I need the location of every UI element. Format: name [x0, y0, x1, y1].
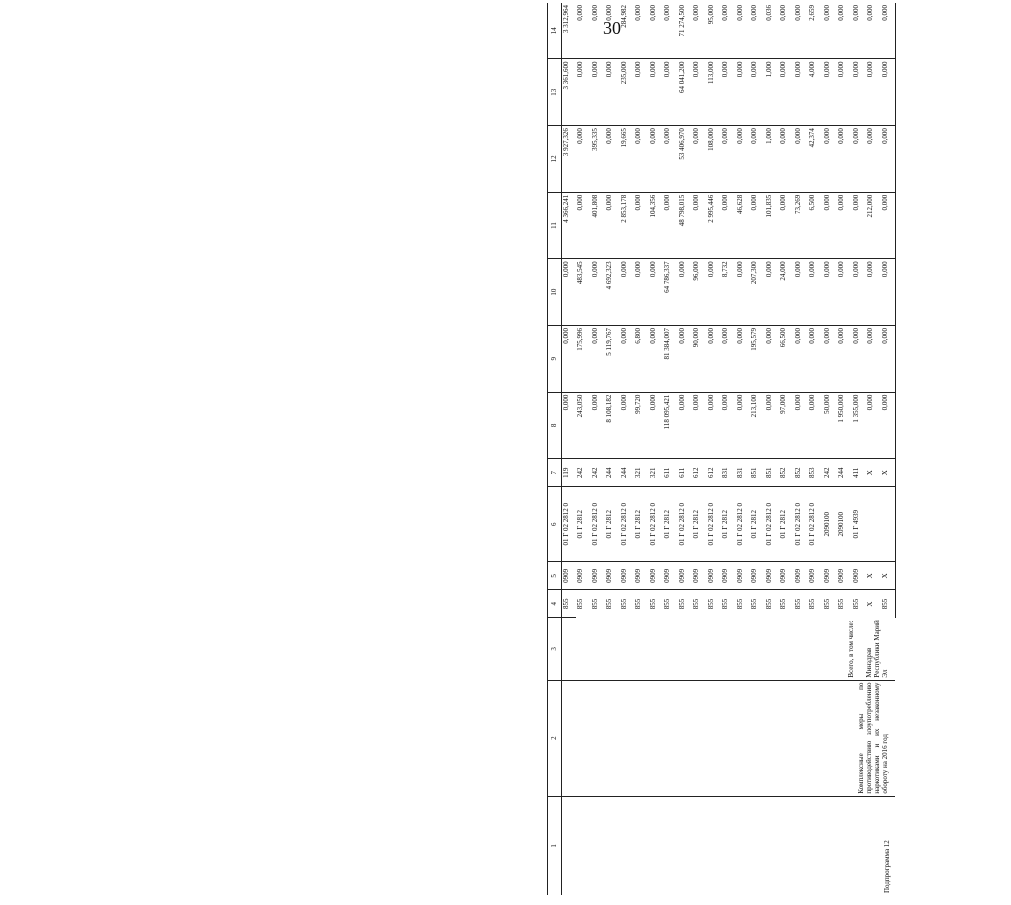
table-cell: 175,996: [576, 325, 591, 392]
table-cell: 0,000: [620, 392, 635, 459]
table-cell: 01 Г 02 2812 0: [678, 487, 693, 562]
table-cell: 01 Г 2812: [721, 487, 736, 562]
table-cell: 0,000: [591, 59, 606, 126]
subprogram-name: Подпрограмма 12: [882, 840, 891, 893]
table-cell: 0,000: [750, 59, 765, 126]
table-cell: 0,000: [634, 259, 649, 326]
table-cell: 0,000: [881, 325, 896, 392]
table-cell: 0,000: [837, 3, 852, 59]
table-cell: 0,000: [750, 3, 765, 59]
table-cell: 0909: [736, 562, 751, 590]
table-cell: 0,000: [779, 126, 794, 193]
total-label: Всего, в том числе:: [846, 620, 855, 678]
table-cell: 0909: [576, 562, 591, 590]
table-cell: 831: [736, 459, 751, 487]
table-cell: 0,000: [678, 259, 693, 326]
table-cell: 01 Г 02 2812 0: [765, 487, 780, 562]
table-cell: 0,000: [634, 126, 649, 193]
table-cell: 1,000: [765, 126, 780, 193]
table-cell: X: [866, 459, 881, 487]
table-cell: 0,000: [736, 3, 751, 59]
table-cell: 0,000: [605, 192, 620, 259]
column-header: 7: [548, 459, 562, 487]
column-header: 4: [548, 590, 562, 618]
table-cell: 851: [765, 459, 780, 487]
table-cell: 1 355,000: [852, 392, 867, 459]
table-cell: 0909: [634, 562, 649, 590]
table-cell: 01 Г 02 2812 0: [707, 487, 722, 562]
table-cell: 855: [851, 598, 860, 610]
table-cell: 97,000: [779, 392, 794, 459]
table-cell: 0,000: [779, 59, 794, 126]
table-cell: 0,000: [736, 126, 751, 193]
table-cell: 0909: [852, 562, 867, 590]
table-cell: 0,000: [823, 126, 838, 193]
table-cell: 0,000: [620, 259, 635, 326]
table-cell: 284,982: [620, 3, 635, 59]
table-cell: 0,000: [866, 259, 881, 326]
table-cell: 0909: [678, 562, 693, 590]
table-cell: 0,000: [794, 3, 809, 59]
table-cell: 0,000: [837, 259, 852, 326]
table-cell: 2,659: [808, 3, 823, 59]
table-cell: 48 798,015: [678, 192, 693, 259]
table-cell: 855: [648, 598, 657, 610]
table-cell: 0,000: [736, 325, 751, 392]
table-cell: 855: [750, 598, 758, 610]
table-cell: 855: [692, 598, 700, 610]
table-cell: 2 995,446: [707, 192, 722, 259]
table-cell: 50,000: [823, 392, 838, 459]
table-cell: X: [881, 562, 896, 590]
table-cell: [866, 487, 881, 562]
table-cell: 0909: [837, 562, 852, 590]
table-cell: 855: [721, 598, 729, 610]
table-cell: 0,000: [866, 392, 881, 459]
table-cell: 855: [881, 590, 896, 618]
table-cell: 64 041,200: [678, 59, 693, 126]
table-cell: 243,050: [576, 392, 591, 459]
table-cell: 242: [823, 459, 838, 487]
table-cell: 242: [591, 459, 606, 487]
table-cell: 4 366,241: [562, 192, 577, 259]
table-cell: 119: [562, 459, 577, 487]
table-cell: 195,579: [750, 325, 765, 392]
table-cell: 0,000: [881, 392, 896, 459]
measure-title-cell: [562, 680, 896, 796]
column-header: 6: [548, 487, 562, 562]
table-cell: 90,000: [692, 325, 707, 392]
table-cell: 0,000: [794, 126, 809, 193]
table-cell: 855: [793, 598, 802, 610]
table-cell: 855: [663, 598, 671, 610]
table-cell: 0,000: [794, 325, 809, 392]
table-cell: 0,000: [881, 59, 896, 126]
table-cell: 0,000: [721, 325, 736, 392]
table-cell: 0,000: [794, 392, 809, 459]
table-cell: 0,000: [881, 3, 896, 59]
table-cell: 01 Г 02 2812 0: [620, 487, 635, 562]
table-cell: 42,374: [808, 126, 823, 193]
table-cell: X: [866, 601, 874, 607]
table-cell: 0,000: [721, 3, 736, 59]
table-cell: 3 312,964: [562, 3, 577, 59]
table-cell: X: [881, 459, 896, 487]
table-cell: 242: [576, 459, 591, 487]
table-cell: 0909: [620, 562, 635, 590]
table-cell: 01 Г 2812: [634, 487, 649, 562]
table-cell: 0,000: [750, 126, 765, 193]
rotated-table-area: [547, 3, 1011, 895]
table-cell: 01 Г 2812: [692, 487, 707, 562]
table-cell: 0,000: [707, 325, 722, 392]
table-cell: 01 Г 2812: [750, 487, 765, 562]
table-cell: 0909: [605, 562, 620, 590]
table-cell: 0909: [794, 562, 809, 590]
table-cell: 395,335: [591, 126, 606, 193]
table-cell: 0,000: [692, 59, 707, 126]
table-cell: [881, 487, 896, 562]
table-cell: 0,000: [620, 325, 635, 392]
table-cell: 5 119,767: [605, 325, 620, 392]
table-cell: 853: [808, 459, 823, 487]
table-cell: 104,356: [649, 192, 664, 259]
table-cell: 71 274,500: [678, 3, 693, 59]
table-cell: 855: [808, 598, 816, 610]
table-cell: 113,000: [707, 59, 722, 126]
column-header: 13: [548, 59, 562, 126]
table-cell: 0,000: [852, 259, 867, 326]
table-cell: 01 Г 02 2812 0: [794, 487, 809, 562]
subprogram-title: Комплексные меры по противодействию злоупотреблению наркотиками и их незаконному обороту на 2016 год: [856, 682, 889, 794]
table-cell: 0,000: [663, 59, 678, 126]
table-cell: 0,000: [605, 126, 620, 193]
table-cell: 101,835: [765, 192, 780, 259]
table-cell: 108,000: [707, 126, 722, 193]
table-cell: 0,000: [808, 392, 823, 459]
table-cell: 0909: [663, 562, 678, 590]
table-cell: 0909: [721, 562, 736, 590]
table-cell: 0,000: [649, 126, 664, 193]
table-cell: 0,000: [765, 325, 780, 392]
table-cell: 0,000: [721, 192, 736, 259]
column-header: 10: [548, 259, 562, 326]
column-header: 2: [548, 680, 562, 796]
table-cell: 0,000: [591, 392, 606, 459]
table-cell: 0,000: [736, 59, 751, 126]
table-cell: 0,000: [837, 126, 852, 193]
table-cell: 0909: [591, 562, 606, 590]
table-cell: 6,800: [634, 325, 649, 392]
table-cell: 855: [837, 598, 845, 610]
table-cell: 0,000: [852, 192, 867, 259]
table-cell: 8 108,182: [605, 392, 620, 459]
table-cell: 855: [619, 598, 628, 610]
table-cell: 0,000: [852, 126, 867, 193]
table-cell: 855: [779, 598, 787, 610]
page-number: 30: [603, 18, 621, 38]
table-cell: 213,100: [750, 392, 765, 459]
table-cell: 0,000: [649, 325, 664, 392]
table-cell: 81 384,007: [663, 325, 678, 392]
column-header: 12: [548, 126, 562, 193]
table-cell: 0,000: [808, 259, 823, 326]
table-cell: 855: [562, 590, 577, 618]
table-cell: 0,000: [823, 259, 838, 326]
table-cell: 321: [649, 459, 664, 487]
table-cell: 4,000: [808, 59, 823, 126]
table-cell: 0,000: [678, 392, 693, 459]
table-cell: 235,000: [620, 59, 635, 126]
table-cell: 0,000: [823, 325, 838, 392]
table-cell: X: [866, 562, 881, 590]
table-cell: 0,000: [823, 3, 838, 59]
table-cell: 118 095,421: [663, 392, 678, 459]
subprogram-cell: [562, 796, 896, 895]
table-cell: 01 Г 02 2812 0: [808, 487, 823, 562]
table-cell: 0,000: [663, 192, 678, 259]
table-cell: 19,665: [620, 126, 635, 193]
table-cell: 0,000: [794, 59, 809, 126]
table-cell: 0,000: [837, 59, 852, 126]
table-cell: 0,000: [649, 259, 664, 326]
table-cell: 0,000: [721, 59, 736, 126]
table-cell: 0,000: [881, 126, 896, 193]
table-cell: 855: [634, 598, 642, 610]
table-cell: 0,000: [591, 259, 606, 326]
table-cell: 612: [692, 459, 707, 487]
table-cell: 0,000: [692, 392, 707, 459]
column-header: 3: [548, 618, 562, 680]
table-cell: 0,000: [576, 126, 591, 193]
table-cell: 0,000: [765, 392, 780, 459]
table-cell: 611: [678, 459, 693, 487]
table-cell: 96,000: [692, 259, 707, 326]
table-cell: 0909: [808, 562, 823, 590]
table-cell: 611: [663, 459, 678, 487]
table-cell: 0,000: [591, 325, 606, 392]
table-cell: 0,000: [707, 259, 722, 326]
table-cell: 212,000: [866, 192, 881, 259]
table-cell: 0,000: [837, 325, 852, 392]
table-cell: 855: [576, 598, 584, 610]
table-cell: 0,000: [663, 126, 678, 193]
table-cell: 855: [764, 598, 773, 610]
table-cell: 0,036: [765, 3, 780, 59]
table-cell: 0,000: [808, 325, 823, 392]
table-cell: 831: [721, 459, 736, 487]
table-cell: 2090100: [823, 487, 838, 562]
table-cell: 1,000: [765, 59, 780, 126]
table-cell: 0,000: [649, 392, 664, 459]
table-cell: 0,000: [721, 392, 736, 459]
table-cell: 0,000: [562, 259, 577, 326]
table-cell: 46,628: [736, 192, 751, 259]
table-cell: 01 Г 02 2812 0: [649, 487, 664, 562]
table-cell: 4 692,323: [605, 259, 620, 326]
table-row: [562, 3, 577, 895]
table-cell: 8,732: [721, 259, 736, 326]
table-cell: 851: [750, 459, 765, 487]
table-cell: 0,000: [649, 59, 664, 126]
table-cell: 0,000: [591, 3, 606, 59]
table-cell: 01 Г 02 2812 0: [591, 487, 606, 562]
table-cell: 0,000: [881, 192, 896, 259]
table-cell: 0909: [562, 562, 577, 590]
table-cell: 64 786,337: [663, 259, 678, 326]
table-cell: 855: [822, 598, 831, 610]
table-cell: 0,000: [823, 59, 838, 126]
table-cell: 244: [620, 459, 635, 487]
table-cell: 0,000: [866, 325, 881, 392]
table-cell: 0,000: [663, 3, 678, 59]
table-cell: 0,000: [649, 3, 664, 59]
table-cell: 0,000: [736, 259, 751, 326]
table-cell: 2 853,178: [620, 192, 635, 259]
table-cell: 0,000: [562, 392, 577, 459]
table-cell: 244: [605, 459, 620, 487]
table-cell: 0909: [649, 562, 664, 590]
table-cell: 01 Г 2812: [779, 487, 794, 562]
table-cell: 01 Г 02 2812 0: [562, 487, 577, 562]
table-cell: 24,000: [779, 259, 794, 326]
table-cell: 483,545: [576, 259, 591, 326]
column-header: 1: [548, 796, 562, 895]
header-row: [548, 3, 562, 895]
table-cell: 0,000: [779, 192, 794, 259]
table-cell: 99,720: [634, 392, 649, 459]
table-cell: 73,269: [794, 192, 809, 259]
table-cell: 0,000: [634, 192, 649, 259]
table-cell: 01 Г 02 2812 0: [736, 487, 751, 562]
table-cell: 0909: [823, 562, 838, 590]
column-header: 9: [548, 325, 562, 392]
column-header: 14: [548, 3, 562, 59]
table-cell: 0,000: [852, 59, 867, 126]
column-header: 8: [548, 392, 562, 459]
table-cell: 0,000: [692, 192, 707, 259]
table-cell: 207,300: [750, 259, 765, 326]
table-cell: 0909: [765, 562, 780, 590]
table-cell: 01 Г 2812: [576, 487, 591, 562]
table-cell: 0,000: [634, 59, 649, 126]
table-cell: 855: [590, 598, 599, 610]
table-cell: 0909: [707, 562, 722, 590]
column-header: 5: [548, 562, 562, 590]
table-cell: 0909: [692, 562, 707, 590]
table-cell: 244: [837, 459, 852, 487]
ministry-name: Минздрав Республики Марий Эл: [864, 620, 889, 678]
responsible-cell: [562, 618, 896, 680]
table-cell: 0,000: [576, 3, 591, 59]
table-cell: 0,000: [562, 325, 577, 392]
table-cell: 3 361,600: [562, 59, 577, 126]
column-header: 11: [548, 192, 562, 259]
table-body: [562, 3, 896, 895]
table-cell: 1 950,000: [837, 392, 852, 459]
table-cell: 0,000: [576, 59, 591, 126]
table-cell: 0,000: [692, 126, 707, 193]
table-cell: 0,000: [823, 192, 838, 259]
table-cell: 612: [707, 459, 722, 487]
table-cell: 0,000: [765, 259, 780, 326]
table-cell: 0,000: [605, 3, 620, 59]
table-cell: 53 406,970: [678, 126, 693, 193]
table-cell: 321: [634, 459, 649, 487]
table-cell: 0909: [779, 562, 794, 590]
table-cell: 0,000: [576, 192, 591, 259]
table-cell: 66,500: [779, 325, 794, 392]
table-cell: 0,000: [866, 59, 881, 126]
table-cell: 0,000: [692, 3, 707, 59]
table-cell: 0,000: [721, 126, 736, 193]
table-cell: 0,000: [750, 192, 765, 259]
table-cell: 0,000: [678, 325, 693, 392]
table-cell: 855: [605, 598, 613, 610]
table-cell: 3 927,326: [562, 126, 577, 193]
table-cell: 0,000: [837, 192, 852, 259]
table-cell: 411: [852, 459, 867, 487]
budget-table: [547, 3, 896, 895]
table-cell: 852: [794, 459, 809, 487]
table-cell: 01 Г 4939: [852, 487, 867, 562]
table-cell: 0,000: [852, 3, 867, 59]
table-cell: 95,000: [707, 3, 722, 59]
table-cell: 6,500: [808, 192, 823, 259]
table-cell: 0,000: [866, 3, 881, 59]
table-cell: 855: [677, 598, 686, 610]
table-cell: 0,000: [634, 3, 649, 59]
table-cell: 0,000: [605, 59, 620, 126]
table-cell: 0,000: [736, 392, 751, 459]
table-cell: 0,000: [881, 259, 896, 326]
table-cell: 0,000: [794, 259, 809, 326]
table-cell: 855: [706, 598, 715, 610]
table-cell: 0,000: [866, 126, 881, 193]
table-cell: 855: [735, 598, 744, 610]
table-cell: 01 Г 2812: [663, 487, 678, 562]
table-cell: 0,000: [852, 325, 867, 392]
table-cell: 401,808: [591, 192, 606, 259]
table-cell: 0,000: [707, 392, 722, 459]
table-cell: 2090100: [837, 487, 852, 562]
table-cell: 852: [779, 459, 794, 487]
table-cell: 01 Г 2812: [605, 487, 620, 562]
table-cell: 0,000: [779, 3, 794, 59]
table-cell: 0909: [750, 562, 765, 590]
